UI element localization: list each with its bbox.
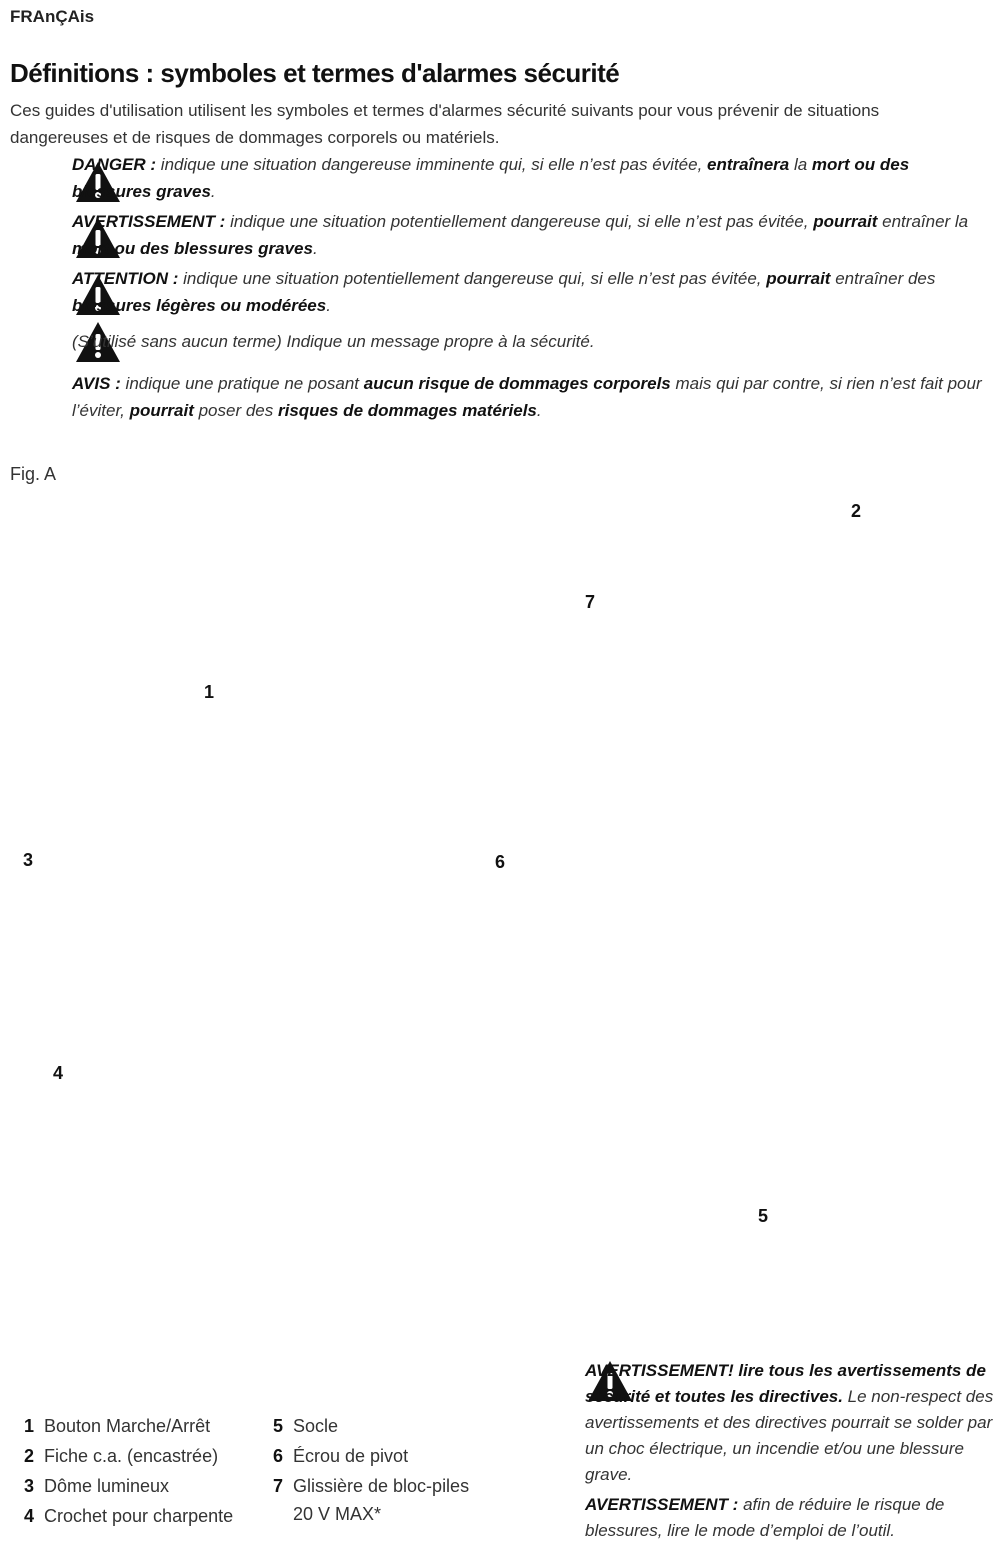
attention-bold-1: pourrait — [766, 269, 831, 288]
definition-avertissement — [72, 208, 992, 262]
legend-number: 2 — [24, 1446, 35, 1466]
legend-label: Bouton Marche/Arrêt — [44, 1416, 211, 1436]
avertissement-text: indique une situation potentiellement dangereuse qui, si elle n’est pas évitée, — [225, 212, 814, 231]
legend-label: Glissière de bloc-piles — [293, 1476, 470, 1496]
attention-bold-2: blessures légères ou modérées — [72, 296, 327, 315]
legend-label: Socle — [293, 1416, 339, 1436]
danger-text-3: . — [210, 182, 216, 201]
avertissement-term: AVERTISSEMENT : — [72, 212, 226, 231]
attention-text-3: . — [326, 296, 331, 315]
legend-label: Fiche c.a. (encastrée) — [44, 1446, 219, 1466]
legend-item — [24, 1476, 169, 1497]
legend-item-continuation: 20 V MAX* — [293, 1504, 382, 1524]
avis-text: indique une pratique ne posant — [120, 374, 364, 393]
intro-line-2: dangereuses et de risques de dommages corporels ou matériels. — [10, 128, 500, 147]
intro-paragraph — [10, 97, 970, 151]
callout-7: 7 — [585, 592, 596, 612]
danger-term: DANGER : — [72, 155, 157, 174]
attention-term: ATTENTION : — [72, 269, 179, 288]
callout-4: 4 — [53, 1063, 64, 1083]
legend-label: Écrou de pivot — [293, 1446, 409, 1466]
legend-label: Dôme lumineux — [44, 1476, 170, 1496]
definition-danger — [72, 151, 992, 205]
callout-2: 2 — [851, 501, 862, 521]
legend-number: 5 — [273, 1416, 284, 1436]
avis-bold-2: pourrait — [129, 401, 194, 420]
avis-bold-3: risques de dommages matériels — [277, 401, 537, 420]
avertissement-bold-2: mort ou des blessures graves — [72, 239, 313, 258]
bottom-warning-1 — [585, 1358, 995, 1488]
danger-bold-1: entraînera — [707, 155, 790, 174]
bottom-warning-1-term: AVERTISSEMENT! lire tous les avertissements de sécurité et toutes les directives. — [585, 1361, 986, 1406]
legend-item — [24, 1416, 210, 1437]
section-title: Définitions : symboles et termes d'alarmes sécurité — [10, 58, 620, 88]
callout-5: 5 — [758, 1206, 769, 1226]
avis-text-2: mais qui par contre, si rien n’est fait pour l’éviter, — [72, 374, 982, 420]
avis-term: AVIS : — [72, 374, 121, 393]
avis-text-4: . — [536, 401, 542, 420]
attention-text: indique une situation potentiellement dangereuse qui, si elle n’est pas évitée, — [178, 269, 767, 288]
legend-item — [273, 1476, 469, 1497]
avis-text-3: poser des — [193, 401, 278, 420]
bottom-warning-2-text: afin de réduire le risque de blessures, lire le mode d’emploi de l’outil. — [585, 1495, 945, 1540]
callout-6: 6 — [495, 852, 506, 872]
language-header: FRAnÇAis — [10, 7, 95, 26]
danger-bold-2: mort ou des blessures graves — [72, 155, 910, 201]
danger-text-2: la — [789, 155, 812, 174]
figure-label: Fig. A — [10, 464, 57, 484]
legend-item — [24, 1446, 218, 1467]
callout-1: 1 — [204, 682, 215, 702]
legend-label: Crochet pour charpente — [44, 1506, 234, 1526]
legend-number: 3 — [24, 1476, 35, 1496]
avertissement-bold-1: pourrait — [813, 212, 878, 231]
legend-item — [24, 1506, 233, 1527]
legend-number: 1 — [24, 1416, 35, 1436]
legend-number: 4 — [24, 1506, 35, 1526]
bottom-warning-block — [585, 1358, 995, 1544]
bottom-warning-2-term: AVERTISSEMENT : — [585, 1495, 739, 1514]
definition-attention — [72, 265, 992, 319]
danger-text: indique une situation dangereuse imminente qui, si elle n’est pas évitée, — [156, 155, 708, 174]
avertissement-text-3: . — [312, 239, 318, 258]
attention-text-2: entraîner des — [830, 269, 936, 288]
legend-item — [273, 1446, 408, 1467]
legend-number: 7 — [273, 1476, 284, 1496]
definition-avis — [72, 370, 992, 424]
legend-number: 6 — [273, 1446, 284, 1466]
bottom-warning-1-text: Le non-respect des avertissements et des directives pourrait se solder par un choc électrique, un incendie et/ou une blessure grave. — [585, 1387, 994, 1484]
legend-item — [273, 1416, 338, 1437]
definition-symbol-only: (S’utilisé sans aucun terme) Indique un message propre à la sécurité. — [72, 332, 595, 351]
avertissement-text-2: entraîner la — [877, 212, 969, 231]
bottom-warning-2 — [585, 1492, 995, 1544]
avis-bold-1: aucun risque de dommages corporels — [363, 374, 671, 393]
intro-line-1: Ces guides d'utilisation utilisent les symboles et termes d'alarmes sécurité suivants pour vous prévenir de situations — [10, 101, 880, 120]
callout-3: 3 — [23, 850, 34, 870]
